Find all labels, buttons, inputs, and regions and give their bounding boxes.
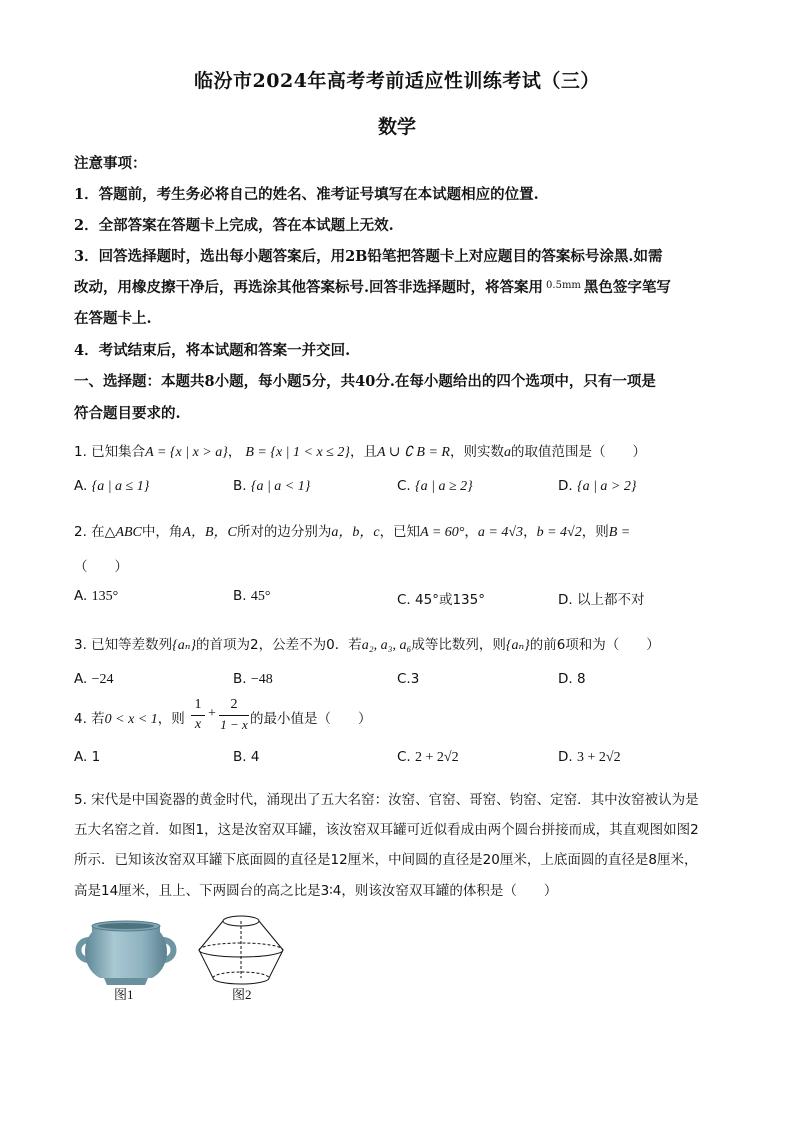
note-item-4: 4．考试结束后，将本试题和答案一并交回. (74, 342, 351, 359)
note-item-3-line-2 (74, 276, 671, 297)
q4-frac2-bar (219, 715, 249, 716)
q2-option-b (233, 588, 270, 605)
option-label: C. (397, 671, 411, 687)
option-label: C. (397, 749, 411, 765)
q3-stem-c: 成等比数列，则 (411, 637, 506, 653)
note-item-3-line-3: 在答题卡上. (74, 310, 152, 327)
option-text: 8 (576, 671, 586, 687)
q3-stem-b: 的首项为2，公差不为0．若 (196, 637, 362, 653)
q3-seq: {aₙ} (172, 638, 197, 653)
q3-stem-a: 3. 已知等差数列 (74, 637, 173, 653)
q2-stem-e: ，则 (581, 524, 609, 540)
q3-seq-2: {aₙ} (505, 638, 530, 653)
q4-frac1-den: x (194, 717, 202, 732)
notes-heading: 注意事项： (74, 155, 147, 172)
option-text: 135° (91, 589, 119, 604)
q2-ask: B = (608, 525, 631, 540)
option-text: 2 + 2√2 (415, 750, 459, 765)
note-item-3-line-1: 3．回答选择题时，选出每小题答案后，用2B铅笔把答题卡上对应题目的答案标号涂黑.如需 (74, 248, 663, 265)
q4-stem-b: ，则 (157, 711, 185, 727)
q1-set-b: B = {x | 1 < x ≤ 2} (245, 445, 350, 460)
q4-option-d (558, 749, 621, 766)
question-5-line-4: 高是14厘米，且上、下两圆台的高之比是3∶4，则该汝窑双耳罐的体积是（ ） (74, 883, 558, 899)
q3-option-a (74, 671, 114, 688)
q3-terms: a₂, a₃, a₆ (361, 638, 412, 653)
q4-stem-c: 的最小值是（ ） (250, 711, 372, 727)
q1-condition: A ∪ ∁ B = R (376, 445, 450, 460)
subject-title: 数学 (377, 116, 416, 138)
q2-angles: A，B，C (182, 525, 237, 540)
q1-option-c (397, 478, 473, 495)
q2-paren: （ ） (74, 559, 128, 575)
q4-frac2-den: 1 − x (220, 717, 248, 732)
option-text: 1 (91, 749, 101, 765)
option-text: 4 (250, 749, 260, 765)
q4-stem-a: 4. 若 (74, 711, 105, 727)
q1-stem-a: 1. 已知集合 (74, 444, 146, 460)
q2-given-2: a = 4√3 (477, 525, 524, 540)
figure-2-frustum-diagram (195, 912, 287, 990)
q2-stem-a: 2. 在 (74, 524, 105, 540)
section-1-line-2: 符合题目要求的. (74, 405, 181, 422)
q2-stem-d: ，已知 (379, 524, 421, 540)
option-text: {a | a < 1} (250, 479, 311, 494)
q2-sep-1: ， (464, 524, 478, 540)
q2-sides: a，b，c (331, 525, 380, 540)
q1-var: a (503, 445, 511, 460)
q4-option-c (397, 749, 459, 766)
q2-option-d (558, 588, 644, 608)
note-item-2: 2．全部答案在答题卡上完成，答在本试题上无效. (74, 217, 394, 234)
figure-2-caption: 图2 (232, 987, 252, 1002)
option-label: A. (74, 671, 88, 687)
q4-frac1-bar (191, 715, 205, 716)
option-label: A. (74, 478, 88, 494)
q2-sep-2: ， (523, 524, 537, 540)
option-label: C. (397, 592, 411, 608)
note-item-3-line-2-b: 黑色签字笔写 (583, 279, 671, 296)
question-5-line-3: 所示．已知该汝窑双耳罐下底面圆的直径是12厘米，中间圆的直径是20厘米，上底面圆的直径是8厘米， (74, 852, 698, 868)
option-label: B. (233, 588, 247, 604)
q2-given-3: b = 4√2 (536, 525, 582, 540)
q1-set-a: A = {x | x > a} (145, 445, 228, 460)
q2-option-c (397, 588, 485, 608)
q1-stem-c: ，则实数 (449, 444, 504, 460)
section-1-line-1: 一、选择题：本题共8小题，每小题5分，共40分.在每小题给出的四个选项中，只有一项是 (74, 373, 656, 390)
option-text: {a | a > 2} (576, 479, 637, 494)
option-text: 3 (410, 671, 420, 687)
option-label: B. (233, 671, 247, 687)
q1-option-d (558, 478, 636, 495)
option-label: D. (558, 671, 573, 687)
option-text: 以上都不对 (576, 592, 645, 608)
q4-frac1-num: 1 (194, 697, 202, 712)
q2-option-a (74, 588, 118, 605)
option-label: A. (74, 588, 88, 604)
option-label: B. (233, 749, 247, 765)
figure-1-caption: 图1 (114, 987, 134, 1002)
question-3-stem (74, 633, 660, 654)
option-text: 45° (250, 589, 271, 604)
q3-option-b (233, 671, 273, 688)
q4-plus: + (208, 706, 216, 721)
question-1-stem (74, 440, 646, 461)
option-label: D. (558, 478, 573, 494)
option-label: D. (558, 749, 573, 765)
note-item-3-line-2-a: 改动，用橡皮擦干净后，再选涂其他答案标号.回答非选择题时，将答案用 (74, 279, 544, 296)
option-text: {a | a ≥ 2} (415, 479, 473, 494)
question-2-stem (74, 520, 630, 541)
option-label: D. (558, 592, 573, 608)
option-text: {a | a ≤ 1} (91, 479, 150, 494)
option-text: 45°或135° (415, 592, 485, 608)
note-item-1: 1．答题前，考生务必将自己的姓名、准考证号填写在本试题相应的位置. (74, 186, 539, 203)
q1-option-b (233, 478, 310, 495)
q3-stem-d: 的前6项和为（ ） (529, 637, 660, 653)
q2-triangle: △ABC (104, 525, 142, 540)
exam-title: 临汾市2024年高考考前适应性训练考试（三） (194, 70, 600, 92)
q4-frac2-num: 2 (230, 697, 238, 712)
q2-stem-c: 所对的边分别为 (236, 524, 332, 540)
option-text: −24 (91, 672, 114, 687)
q3-option-c (397, 671, 419, 687)
option-label: C. (397, 478, 411, 494)
note-item-3-mm: 0.5mm (546, 280, 581, 291)
option-label: B. (233, 478, 247, 494)
q3-option-d (558, 671, 586, 687)
option-label: A. (74, 749, 88, 765)
q4-option-a (74, 749, 100, 765)
option-text: 3 + 2√2 (576, 750, 621, 765)
question-5-line-1: 5. 宋代是中国瓷器的黄金时代，涌现出了五大名窑：汝窑、官窑、哥窑、钧窑、定窑．其中汝窑被认为是 (74, 792, 699, 808)
question-5-line-2: 五大名窑之首．如图1，这是汝窑双耳罐，该汝窑双耳罐可近似看成由两个圆台拼接而成，其直观图如图2 (74, 822, 699, 838)
q4-condition: 0 < x < 1 (104, 712, 158, 727)
q2-stem-b: 中，角 (141, 524, 183, 540)
q1-stem-b: ，且 (349, 444, 377, 460)
figure-1-pot-image (72, 918, 180, 988)
q2-given-1: A = 60° (420, 525, 465, 540)
q1-sep: ， (227, 444, 242, 460)
q1-stem-d: 的取值范围是（ ） (510, 444, 646, 460)
question-4-stem (74, 707, 185, 728)
option-text: −48 (250, 672, 273, 687)
q1-option-a (74, 478, 149, 495)
q4-option-b (233, 749, 259, 765)
